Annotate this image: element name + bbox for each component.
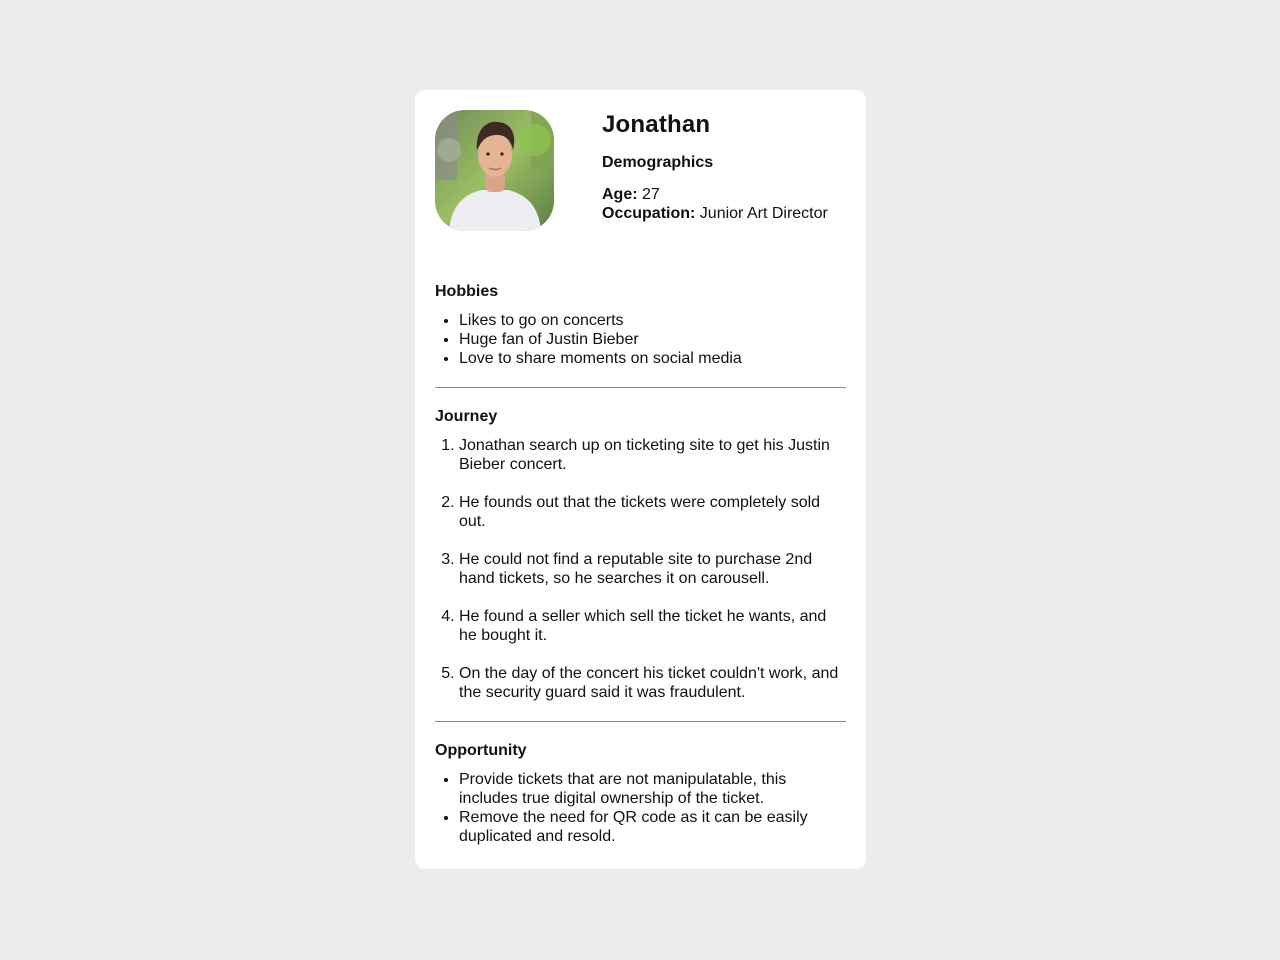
age-label: Age:	[602, 186, 638, 203]
hobbies-section	[435, 282, 846, 368]
persona-name: Jonathan	[602, 111, 711, 138]
journey-step: 5. On the day of the concert his ticket couldn't work, and the security guard said it was fraudulent.	[459, 664, 846, 702]
list-item: • Likes to go on concerts	[459, 311, 846, 330]
occupation-row	[602, 204, 828, 223]
persona-card	[415, 90, 866, 869]
journey-step: 1. Jonathan search up on ticketing site to get his Justin Bieber concert.	[459, 436, 846, 474]
opportunity-section	[435, 741, 846, 846]
age-value: 27	[642, 186, 660, 203]
avatar	[435, 110, 554, 231]
journey-step: 2. He founds out that the tickets were completely sold out.	[459, 493, 846, 531]
list-item: • Provide tickets that are not manipulatable, this includes true digital ownership of the ticket.	[459, 770, 846, 808]
list-item: • Remove the need for QR code as it can be easily duplicated and resold.	[459, 808, 846, 846]
journey-section	[435, 407, 846, 702]
journey-step: 3. He could not find a reputable site to purchase 2nd hand tickets, so he searches it on carousell.	[459, 550, 846, 588]
occupation-value: Junior Art Director	[699, 205, 828, 222]
journey-steps	[435, 436, 846, 702]
persona-header	[435, 110, 846, 231]
opportunity-title: Opportunity	[435, 742, 527, 759]
list-item: • Love to share moments on social media	[459, 349, 846, 368]
journey-step: 4. He found a seller which sell the ticket he wants, and he bought it.	[459, 607, 846, 645]
demographics-details	[602, 185, 828, 223]
demographics-title: Demographics	[602, 154, 714, 171]
age-row	[602, 185, 828, 204]
demographics-block	[602, 110, 828, 223]
hobbies-title: Hobbies	[435, 283, 499, 300]
hobbies-list	[435, 311, 846, 368]
opportunity-list	[435, 770, 846, 846]
occupation-label: Occupation:	[602, 205, 696, 222]
avatar-photo	[435, 110, 554, 231]
journey-title: Journey	[435, 408, 498, 425]
list-item: • Huge fan of Justin Bieber	[459, 330, 846, 349]
divider	[435, 721, 846, 722]
divider	[435, 387, 846, 388]
